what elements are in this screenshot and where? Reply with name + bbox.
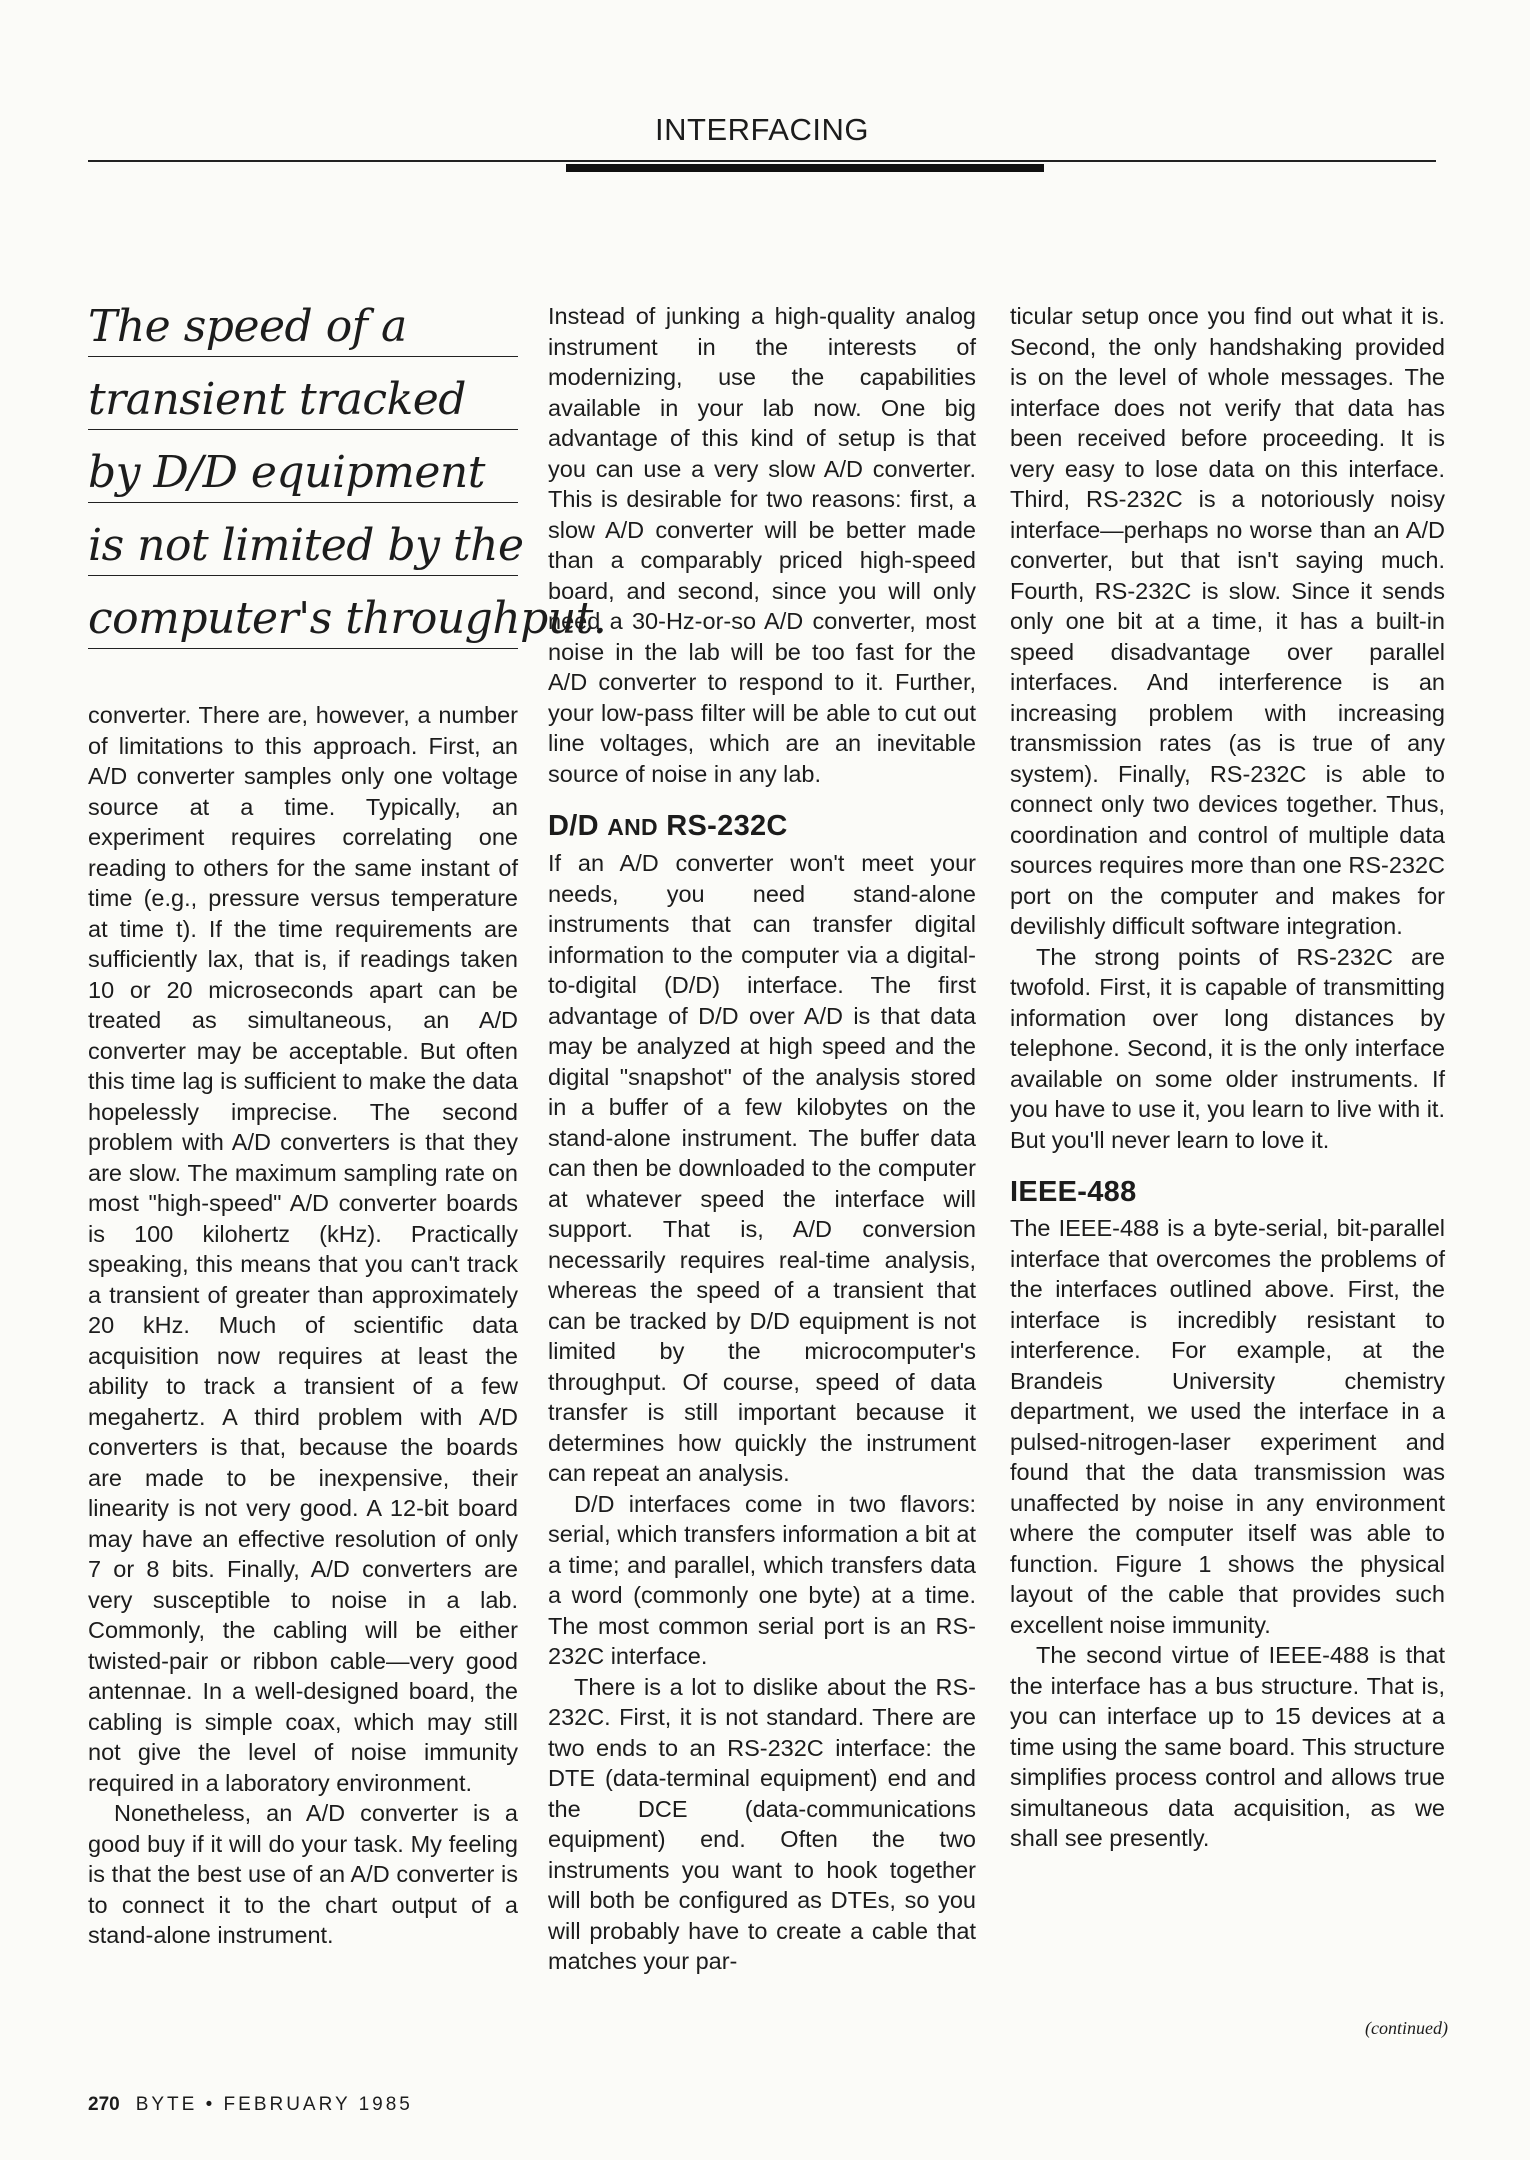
continued-note: (continued) [1365, 2018, 1448, 2038]
heading-part: D/D [548, 810, 608, 842]
pull-quote [88, 298, 607, 663]
heading-part: RS-232C [657, 810, 788, 842]
column-3 [1010, 301, 1445, 1854]
section-heading-dd-rs232c [548, 809, 976, 844]
header-bar [566, 164, 1044, 172]
pull-quote-line: The speed of a [88, 298, 518, 357]
paragraph: The strong points of RS-232C are twofold. First, it is capable of transmitting information over long distances by telephone. Second, it is the only interface available on some older instruments. If you have to use it, you learn to live with it. But you'll never learn to love it. [1010, 943, 1445, 1153]
paragraph: Nonetheless, an A/D converter is a good buy if it will do your task. My feeling is that the best use of an A/D converter is to connect it to the chart output of a stand-alone instrument. [88, 1800, 518, 1948]
paragraph: converter. There are, however, a number of limitations to this approach. First, an A/D converter samples only one voltage source at a time. Typically, an experiment requires correlating one reading to others for the same instant of time (e.g., pressure versus temperature at time t). If the time requirements are sufficiently lax, that is, if readings taken 10 or 20 microseconds apart can be treated as simultaneous, an A/D converter may be acceptable. But often this time lag is sufficient to make the data hopelessly imprecise. The second problem with A/D converters is that they are slow. The maximum sampling rate on most "high-speed" A/D converter boards is 100 kilohertz (kHz). Practically speaking, this means that you can't track a transient of greater than approximately 20 kHz. Much of scientific data acquisition now requires at least the ability to track a transient of a few megahertz. A third problem with A/D converters is that, because the boards are made to be inexpensive, their linearity is not very good. A 12-bit board may have an effective resolution of only 7 or 8 bits. Finally, A/D converters are very susceptible to noise in a lab. Commonly, the cabling will be either twisted-pair or ribbon cable—very good antennae. In a well-designed board, the cabling is simple coax, which may still not give the level of noise immunity required in a laboratory environment. [88, 702, 518, 1796]
paragraph: There is a lot to dislike about the RS-232C. First, it is not standard. There are two ends to an RS-232C interface: the DTE (data-terminal equipment) end and the DCE (data-communications equipment) end. Often the two instruments you want to hook together will both be configured as DTEs, so you will probably have to create a cable that matches your par- [548, 1673, 976, 1974]
magazine-issue: BYTE • FEBRUARY 1985 [135, 2094, 413, 2115]
pull-quote-line: is not limited by the [88, 517, 518, 576]
paragraph: The second virtue of IEEE-488 is that the interface has a bus structure. That is, you can interface up to 15 devices at a time using the same board. This structure simplifies process control and allows true simultaneous data acquisition, as we shall see presently. [1010, 1642, 1445, 1851]
paragraph: Instead of junking a high-quality analog instrument in the interests of modernizing, use the capabilities available in your lab now. One big advantage of this kind of setup is that you can use a very slow A/D converter. This is desirable for two reasons: first, a slow A/D converter will be better made than a comparably priced high-speed board, and second, since you will only need a 30-Hz-or-so A/D converter, most noise in the lab will be too fast for the A/D converter to respond to it. Further, your low-pass filter will be able to cut out line voltages, which are an inevitable source of noise in any lab. [548, 303, 976, 787]
section-title: INTERFACING [655, 112, 869, 147]
column-1 [88, 700, 518, 1951]
paragraph: If an A/D converter won't meet your needs, you need stand-alone instruments that can transfer digital information to the computer via a digital-to-digital (D/D) interface. The first advantage of D/D over A/D is that data may be analyzed at high speed and the digital "snapshot" of the analysis stored in a buffer of a few kilobytes on the stand-alone instrument. The buffer data can then be downloaded to the computer at whatever speed the interface will support. That is, A/D conversion necessarily requires real-time analysis, whereas the speed of a transient that can be tracked by D/D equipment is not limited by the microcomputer's throughput. Of course, speed of data transfer is still important because it determines how quickly the instrument can repeat an analysis. [548, 850, 976, 1486]
pull-quote-line: transient tracked [88, 371, 518, 430]
pull-quote-line: by D/D equipment [88, 444, 518, 503]
page-footer [88, 2094, 413, 2116]
page-header [88, 112, 1436, 172]
paragraph: D/D interfaces come in two flavors: serial, which transfers information a bit at a time; and parallel, which transfers data a word (commonly one byte) at a time. The most common serial port is an RS-232C interface. [548, 1490, 976, 1669]
pull-quote-line: computer's throughput. [88, 590, 518, 649]
paragraph: The IEEE-488 is a byte-serial, bit-parallel interface that overcomes the problems of the interfaces outlined above. First, the interface is incredibly resistant to interference. For example, at the Brandeis University chemistry department, we used the interface in a pulsed-nitrogen-laser experiment and found that the data transmission was unaffected by noise in any environment where the computer itself was able to function. Figure 1 shows the physical layout of the cable that provides such excellent noise immunity. [1010, 1215, 1445, 1638]
page-number: 270 [88, 2094, 120, 2115]
section-heading-ieee488: IEEE-488 [1010, 1176, 1137, 1208]
heading-part: AND [607, 814, 658, 840]
column-2 [548, 301, 976, 1977]
header-rule [88, 160, 1436, 162]
paragraph: ticular setup once you find out what it is. Second, the only handshaking provided is on the level of whole messages. The interface does not verify that data has been received before proceeding. It is very easy to lose data on this interface. Third, RS-232C is a notoriously noisy interface—perhaps no worse than an A/D converter, but that isn't saying much. Fourth, RS-232C is slow. Since it sends only one bit at a time, it has a built-in speed disadvantage over parallel interfaces. And interference is an increasing problem with increasing transmission rates (as is true of any system). Finally, RS-232C is able to connect only two devices together. Thus, coordination and control of multiple data sources requires more than one RS-232C port on the computer and makes for devilishly difficult software integration. [1010, 303, 1445, 939]
